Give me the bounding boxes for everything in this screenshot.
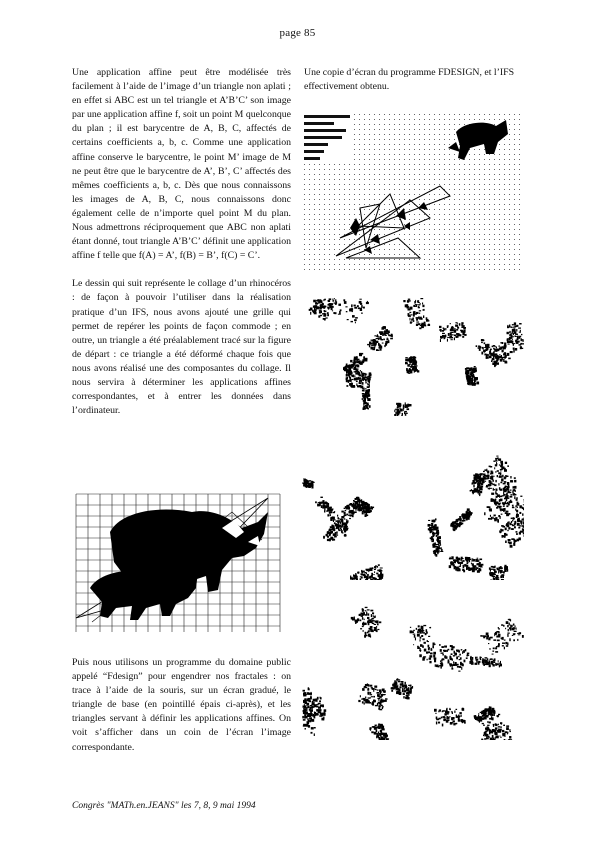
right-column bbox=[304, 66, 528, 94]
ifs-scatter-2 bbox=[302, 450, 524, 580]
ifs-scatter-3 bbox=[302, 600, 524, 740]
ifs-fractal-image-1 bbox=[302, 298, 524, 416]
fdesign-screenshot bbox=[300, 108, 524, 276]
ifs-fractal-image-3 bbox=[302, 600, 524, 740]
rhinoceros-grid-image bbox=[72, 492, 285, 634]
paragraph-rhino-collage: Le dessin qui suit représente le collage d’un rhinocéros : de façon à pouvoir l’utiliser dans la réalisation pratique d’un IFS, nous avons ajouté une grille qui permet de repérer les points de façon commode ; en outre, un triangle a été préalablement tracé sur la figure de départ : ce triangle a été déformé chaque fois que nous avons réalisé une des composantes du collage. Il nous servira à déterminer les applications affines correspondantes, et à entrer les données dans l’ordinateur. bbox=[72, 278, 291, 417]
fdesign-caption: Une copie d’écran du programme FDESIGN, et l’IFS effectivement obtenu. bbox=[304, 67, 515, 93]
paragraph-fdesign: Puis nous utilisons un programme du domaine public appelé “Fdesign” pour engendrer nos fractales : on trace à l’aide de la souris, sur un écran gradué, le triangle de base (en pointillé épais ci-après), et les triangles servant à définir les applications affines. On voit s’afficher dans un coin de l’écran l’image correspondante. bbox=[72, 657, 291, 753]
page-number: page 85 bbox=[279, 27, 316, 39]
left-column bbox=[72, 66, 291, 418]
footer-congress: Congrès "MATh.en.JEANS" les 7, 8, 9 mai 1994 bbox=[72, 801, 256, 811]
left-column-bottom bbox=[72, 656, 291, 755]
ifs-fractal-image-2 bbox=[302, 450, 524, 580]
paragraph-affine-application: Une application affine peut être modélisée très facilement à l’aide de l’image d’un triangle non aplati ; en effet si ABC est un tel triangle et A’B’C’ son image par une application affine f, soit un point M quelconque du plan ; il est barycentre de A, B, C, affectés de certains coefficients a, b, c. Comme une application affine conserve le barycentre, le point M’ image de M ne peut être que le barycentre de A’, B’, C’ affectés des mêmes coefficients a, b, c. Dès que nous connaissons les images de A, B, C, nous connaissons donc également celle de n’importe quel point M du plan. Nous admettrons réciproquement que ABC non aplati étant donné, tout triangle A’B’C’ définit une application affine f telle que f(A) = A’, f(B) = B’, f(C) = C’. bbox=[72, 67, 291, 262]
rhinoceros-collage-figure bbox=[72, 492, 285, 634]
fdesign-screen-image bbox=[300, 108, 524, 276]
ifs-scatter-1 bbox=[302, 298, 524, 416]
